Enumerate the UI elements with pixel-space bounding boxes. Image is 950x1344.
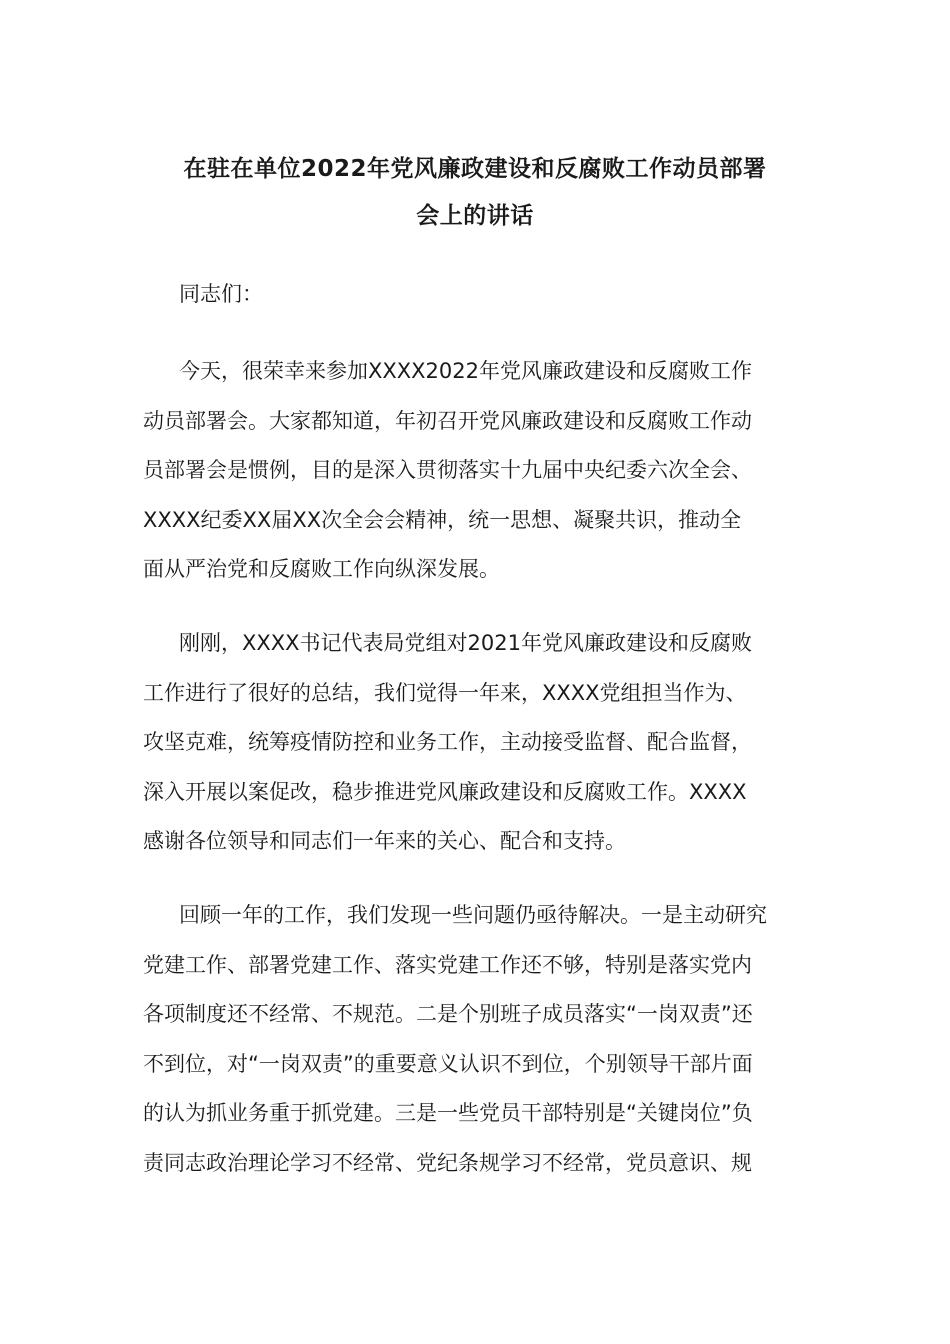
document-title	[143, 146, 807, 240]
paragraph-line: 员部署会是惯例，目的是深入贯彻落实十九届中央纪委六次全会、	[143, 458, 752, 483]
paragraph-line: 深入开展以案促改，稳步推进党风廉政建设和反腐败工作。XXXX	[143, 779, 747, 804]
salutation: 同志们：	[179, 282, 263, 306]
paragraph-line: 刚刚，XXXX书记代表局党组对2021年党风廉政建设和反腐败	[179, 630, 752, 655]
title-line-2: 会上的讲话	[416, 203, 534, 229]
paragraph-line: 攻坚克难，统筹疫情防控和业务工作，主动接受监督、配合监督，	[143, 730, 752, 755]
paragraph-line: 责同志政治理论学习不经常、党纪条规学习不经常，党员意识、规	[143, 1150, 752, 1175]
paragraph-line: 各项制度还不经常、不规范。二是个别班子成员落实“一岗双责”还	[143, 1002, 753, 1027]
document-page	[143, 146, 807, 1189]
paragraph-line: 的认为抓业务重于抓党建。三是一些党员干部特别是“关键岗位”负	[143, 1101, 753, 1126]
paragraph-3	[143, 891, 807, 1189]
paragraph-line: 回顾一年的工作，我们发现一些问题仍亟待解决。一是主动研究	[179, 902, 767, 927]
paragraph-line: 动员部署会。大家都知道，年初召开党风廉政建设和反腐败工作动	[143, 408, 752, 433]
title-line-1: 在驻在单位2022年党风廉政建设和反腐败工作动员部署	[183, 156, 767, 182]
paragraph-line: 党建工作、部署党建工作、落实党建工作还不够，特别是落实党内	[143, 952, 752, 977]
paragraph-1	[143, 347, 807, 595]
paragraph-line: 面从严治党和反腐败工作向纵深发展。	[143, 557, 500, 582]
paragraph-line: 今天，很荣幸来参加XXXX2022年党风廉政建设和反腐败工作	[179, 359, 752, 383]
paragraph-2	[143, 619, 807, 867]
paragraph-line: 工作进行了很好的总结，我们觉得一年来，XXXX党组担当作为、	[143, 680, 747, 705]
paragraph-line: XXXX纪委XX届XX次全会会精神，统一思想、凝聚共识，推动全	[143, 507, 742, 532]
paragraph-line: 不到位，对“一岗双责”的重要意义认识不到位，个别领导干部片面	[143, 1051, 753, 1076]
paragraph-line: 感谢各位领导和同志们一年来的关心、配合和支持。	[143, 829, 626, 854]
